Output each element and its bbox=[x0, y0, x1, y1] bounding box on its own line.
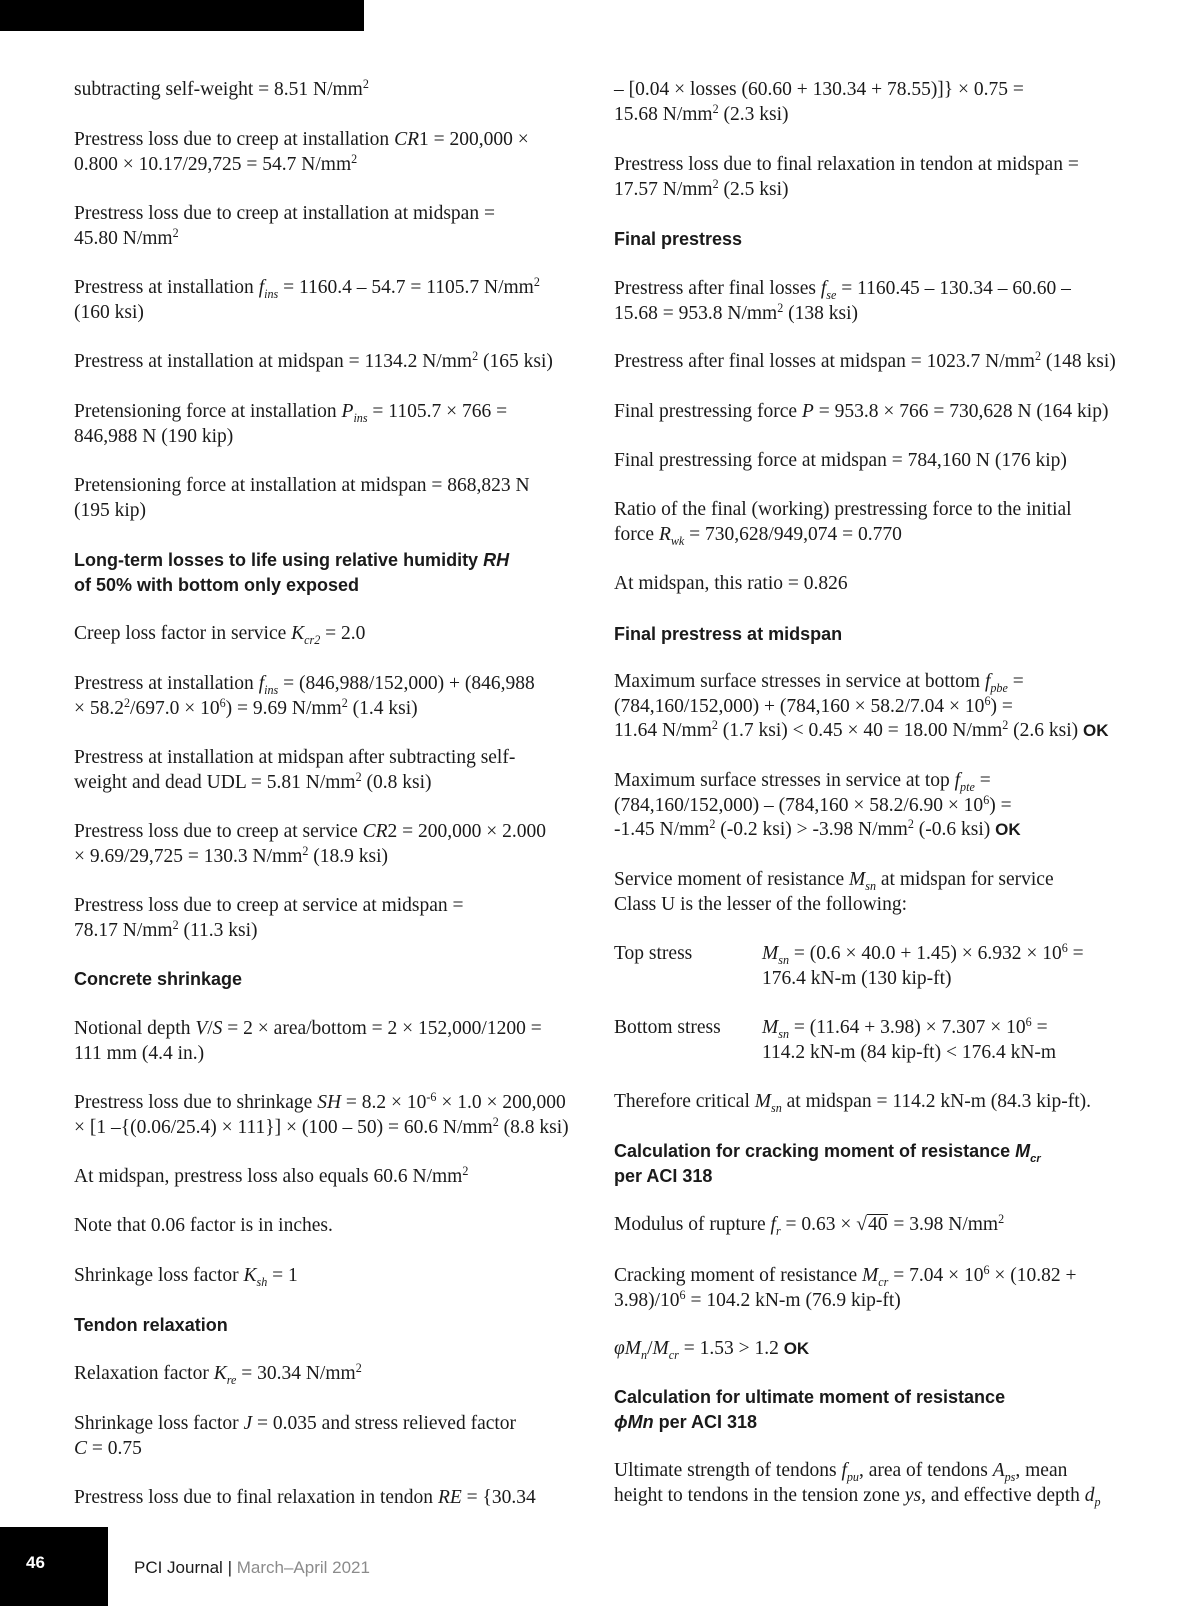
left-p7: Pretensioning force at installation at midspan = 868,823 N (195 kip) bbox=[74, 475, 530, 521]
left-p17: Shrinkage loss factor $K_{sh} = 1$ bbox=[74, 1265, 298, 1289]
left-p19: Shrinkage loss factor J = 0.035 and stress relieved factor C = 0.75 bbox=[74, 1413, 517, 1459]
bottom-stress-label: Bottom stress bbox=[614, 1017, 721, 1038]
left-p4: Prestress at installation $f_{ins} = 1160.4 - 54.7 = 1105.7$ $N/mm^2$ (160 ksi) bbox=[74, 275, 540, 323]
right-p13: Modulus of rupture $f_r = 0.63 \times √40 = 3.98$ $N/mm^2$ bbox=[614, 1212, 1005, 1238]
right-p3: Prestress after final losses $f_{se} = 1160.45 - 130.34 - 60.60$ – 15.68 = 953.8 $N/mm^2$ (138 ksi) bbox=[614, 278, 1071, 324]
left-p16: Note that 0.06 factor is in inches. bbox=[74, 1215, 333, 1236]
left-p8: Creep loss factor in service $K_{cr2} = 2.0$ bbox=[74, 623, 366, 647]
right-p16: Ultimate strength of tendons $f_{pu}$, area of tendons $A_{ps}$, mean height to tendons in the tension zone ys, and effective depth $d_p$ bbox=[614, 1460, 1101, 1509]
right-heading-cracking-moment: Calculation for cracking moment of resistance $M_{cr}$ per ACI 318 bbox=[614, 1141, 1041, 1186]
left-p20: Prestress loss due to final relaxation in tendon RE = {30.34 bbox=[74, 1487, 536, 1508]
right-p12: Therefore critical $M_{sn}$ at midspan = 114.2 kN-m (84.3 kip-ft). bbox=[614, 1091, 1091, 1115]
left-heading-long-term-losses: Long-term losses to life using relative humidity RH of 50% with bottom only exposed bbox=[74, 550, 510, 595]
left-p5: Prestress at installation at midspan = 1134.2 $N/mm^2$ (165 ksi) bbox=[74, 349, 553, 372]
page-number: 46 bbox=[26, 1553, 45, 1572]
right-p14: Cracking moment of resistance $M_{cr} = 7.04 \times 10^6 \times (10.82$ + $3.98)/10^6 = 104.2$ kN-m (76.9 kip-ft) bbox=[614, 1263, 1077, 1311]
right-heading-ultimate-moment: Calculation for ultimate moment of resistance ϕMn per ACI 318 bbox=[614, 1387, 1006, 1432]
right-p4: Prestress after final losses at midspan = 1023.7 $N/mm^2$ (148 ksi) bbox=[614, 349, 1116, 372]
journal-name: PCI Journal bbox=[134, 1558, 223, 1577]
left-p18: Relaxation factor $K_{re} = 30.34$ $N/mm^2$ bbox=[74, 1361, 362, 1387]
left-p2: Prestress loss due to creep at installation CR1 = 200,000 × 0.800 × 10.17/29,725 = 54.7 $N/mm^2$ bbox=[74, 129, 529, 175]
right-p5: Final prestressing force P = 953.8 × 766 = 730,628 N (164 kip) bbox=[614, 401, 1109, 422]
left-p9: Prestress at installation $f_{ins} = (846,988/152,000) + (846,988$ × $58.2^2/697.0 \times 10^6) = 9.69$ $N/mm^2$ (1.4 ksi) bbox=[74, 673, 535, 719]
left-p14: Prestress loss due to shrinkage SH = $8.2 \times 10^{-6} \times 1.0 \times 200,000$ × [1 –{(0.06/25.4) × 111}] × (100 – 50) = 60.6 $N/mm^2$ (8.8 ksi) bbox=[74, 1090, 569, 1138]
issue-date: March–April 2021 bbox=[236, 1558, 370, 1577]
left-p12: Prestress loss due to creep at service at midspan = 78.17 $N/mm^2$ (11.3 ksi) bbox=[74, 895, 464, 941]
top-stress-value: $M_{sn} = (0.6 \times 40.0 + 1.45) \times 6.932 \times 10^6$ = 176.4 kN-m (130 kip-ft) bbox=[762, 941, 1084, 989]
left-p11: Prestress loss due to creep at service CR2 = 200,000 × 2.000 × 9.69/29,725 = 130.3 $N/mm^2$ (18.9 ksi) bbox=[74, 821, 547, 867]
top-stress-label: Top stress bbox=[614, 943, 693, 964]
left-heading-tendon-relaxation: Tendon relaxation bbox=[74, 1315, 228, 1335]
right-p1: – [0.04 × losses (60.60 + 130.34 + 78.55)]} × 0.75 = 15.68 $N/mm^2$ (2.3 ksi) bbox=[614, 79, 1024, 125]
page-number-block bbox=[0, 1527, 108, 1606]
right-p2: Prestress loss due to final relaxation in tendon at midspan = 17.57 $N/mm^2$ (2.5 ksi) bbox=[614, 154, 1079, 200]
left-p15: At midspan, prestress loss also equals 60.6 $N/mm^2$ bbox=[74, 1164, 469, 1187]
right-p10: Maximum surface stresses in service at top $f_{pte}$ = $(784,160/152,000) - (784,160 \times 58.2/6.90 \times 10^6)$ = -1.45 $N/mm^2$ (-0.2 ksi) > -3.98 $N/mm^2$ (-0.6 ksi) OK bbox=[614, 770, 1021, 840]
left-p13: Notional depth V/S = 2 × area/bottom = 2 × 152,000/1200 = 111 mm (4.4 in.) bbox=[74, 1018, 542, 1064]
left-heading-concrete-shrinkage: Concrete shrinkage bbox=[74, 969, 243, 989]
bottom-stress-value: $M_{sn} = (11.64 + 3.98) \times 7.307 \times 10^6$ = 114.2 kN-m (84 kip-ft) < 176.4 kN-m bbox=[762, 1015, 1057, 1063]
footer-separator: | bbox=[227, 1558, 232, 1577]
left-p6: Pretensioning force at installation $P_{ins} = 1105.7 \times 766$ = 846,988 N (190 kip) bbox=[74, 401, 508, 447]
right-p9: Maximum surface stresses in service at bottom $f_{pbe}$ = $(784,160/152,000) + (784,160 \times 58.2/7.04 \times 10^6)$ = 11.64 $N/mm^2$ (1.7 ksi) < 0.45 × 40 = 18.00 $N/mm^2$ (2.6 ksi) OK bbox=[614, 671, 1109, 741]
left-p1: subtracting self-weight = 8.51 $N/mm^2$ bbox=[74, 77, 369, 100]
right-p7: Ratio of the final (working) prestressing force to the initial force $R_{wk} = 730,628/949,074 = 0.770$ bbox=[614, 499, 1072, 548]
right-p6: Final prestressing force at midspan = 784,160 N (176 kip) bbox=[614, 450, 1067, 471]
right-p11: Service moment of resistance $M_{sn}$ at midspan for service Class U is the lesser of the following: bbox=[614, 869, 1054, 915]
footer-journal-line bbox=[134, 1558, 370, 1578]
left-p10: Prestress at installation at midspan after subtracting self- weight and dead UDL = 5.81 $N/mm^2$ (0.8 ksi) bbox=[74, 747, 516, 793]
right-p15: $\varphi M_n/M_{cr} = 1.53 > 1.2$ OK bbox=[614, 1338, 810, 1362]
right-heading-final-prestress-midspan: Final prestress at midspan bbox=[614, 624, 843, 644]
left-p3: Prestress loss due to creep at installation at midspan = 45.80 $N/mm^2$ bbox=[74, 203, 495, 249]
right-p8: At midspan, this ratio = 0.826 bbox=[614, 573, 848, 594]
header-bar bbox=[0, 0, 364, 31]
right-heading-final-prestress: Final prestress bbox=[614, 229, 743, 249]
